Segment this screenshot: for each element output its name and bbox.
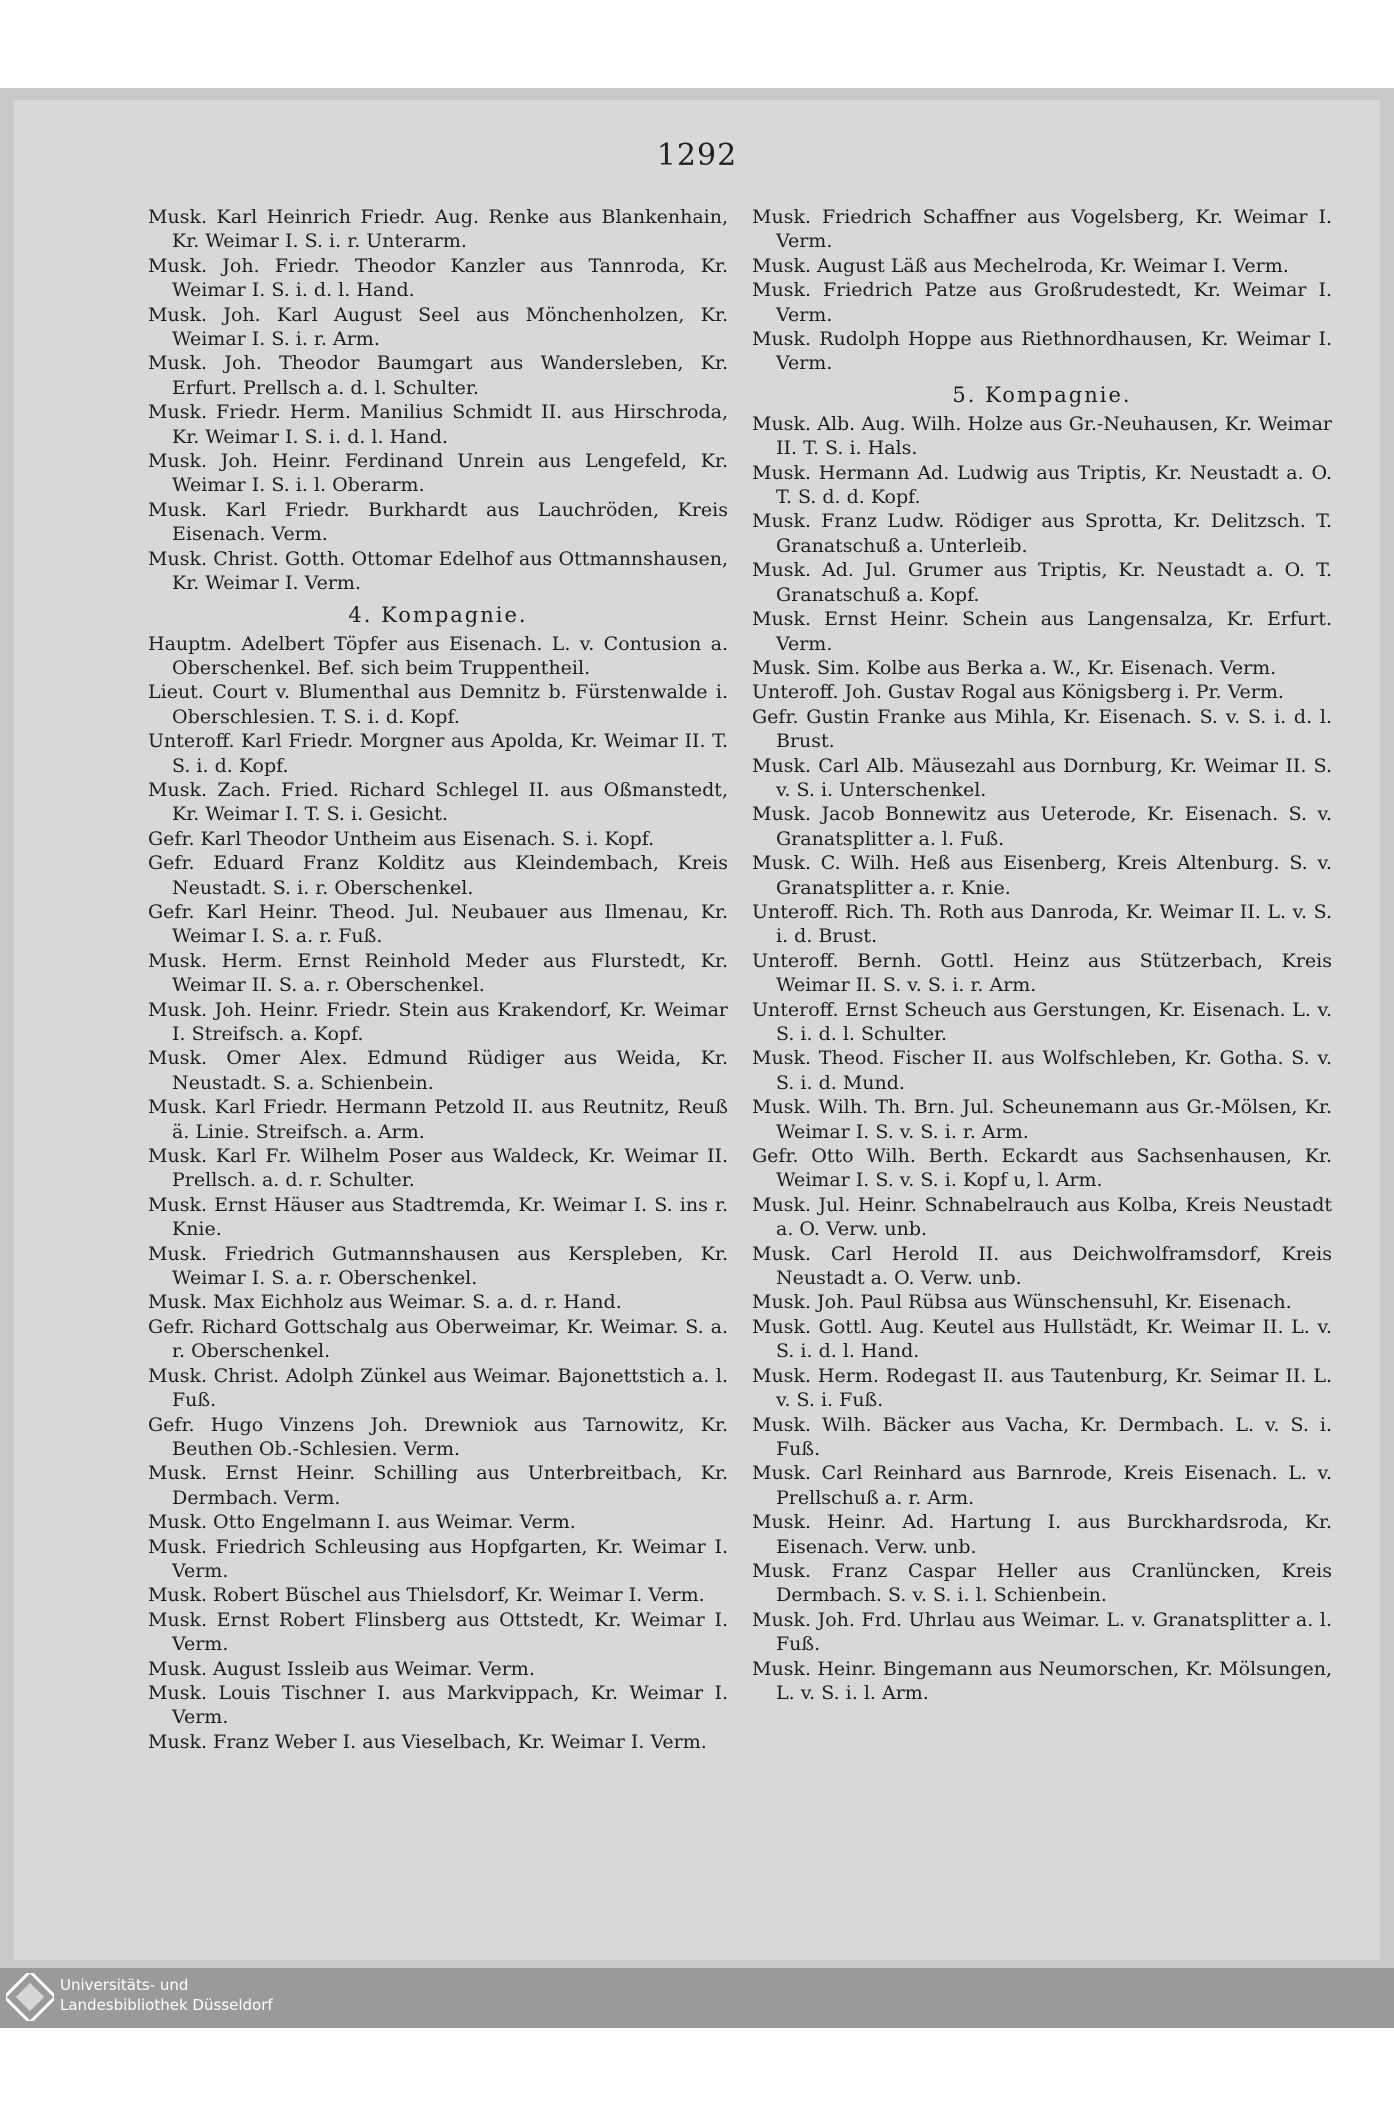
list-item: Musk. Herm. Ernst Reinhold Meder aus Flurstedt, Kr. Weimar II. S. a. r. Oberschenkel. xyxy=(148,949,728,997)
list-item: Musk. Otto Engelmann I. aus Weimar. Verm. xyxy=(148,1511,576,1534)
list-item: Musk. August Läß aus Mechelroda, Kr. Weimar I. Verm. xyxy=(752,254,1289,277)
list-item: Musk. Christ. Gotth. Ottomar Edelhof aus Ottmannshausen, Kr. Weimar I. Verm. xyxy=(148,547,728,595)
list-item: Musk. Wilh. Bäcker aus Vacha, Kr. Dermbach. L. v. S. i. Fuß. xyxy=(752,1413,1332,1460)
list-item: Gefr. Karl Theodor Untheim aus Eisenach. S. i. Kopf. xyxy=(148,827,655,850)
list-item: Musk. Joh. Frd. Uhrlau aus Weimar. L. v. Granatsplitter a. l. Fuß. xyxy=(752,1608,1332,1656)
list-item: Hauptm. Adelbert Töpfer aus Eisenach. L. v. Contusion a. Oberschenkel. Bef. sich beim Truppentheil. xyxy=(148,632,728,679)
list-item: Musk. Karl Fr. Wilhelm Poser aus Waldeck, Kr. Weimar II. Prellsch. a. d. r. Schulter. xyxy=(148,1145,728,1192)
left-column xyxy=(148,205,728,1754)
list-item: Musk. Friedrich Schaffner aus Vogelsberg, Kr. Weimar I. Verm. xyxy=(752,206,1332,253)
list-item: Musk. Herm. Rodegast II. aus Tautenburg, Kr. Seimar II. L. v. S. i. Fuß. xyxy=(752,1364,1332,1412)
library-name-line1: Universitäts- und xyxy=(60,1976,189,1994)
list-item: Musk. Max Eichholz aus Weimar. S. a. d. r. Hand. xyxy=(148,1291,622,1314)
library-name-line2: Landesbibliothek Düsseldorf xyxy=(60,1996,273,2014)
list-item: Musk. Joh. Karl August Seel aus Mönchenholzen, Kr. Weimar I. S. i. r. Arm. xyxy=(148,303,728,351)
list-item: Musk. Friedrich Gutmannshausen aus Kerspleben, Kr. Weimar I. S. a. r. Oberschenkel. xyxy=(148,1242,728,1290)
list-item: Musk. Heinr. Ad. Hartung I. aus Burckhardsroda, Kr. Eisenach. Verw. unb. xyxy=(752,1511,1332,1558)
list-item: Gefr. Richard Gottschalg aus Oberweimar, Kr. Weimar. S. a. r. Oberschenkel. xyxy=(148,1315,728,1363)
list-item: Musk. Jul. Heinr. Schnabelrauch aus Kolba, Kreis Neustadt a. O. Verw. unb. xyxy=(752,1193,1332,1241)
list-item: Musk. Carl Reinhard aus Barnrode, Kreis Eisenach. L. v. Prellschuß a. r. Arm. xyxy=(752,1462,1332,1509)
list-item: Musk. Ernst Robert Flinsberg aus Ottstedt, Kr. Weimar I. Verm. xyxy=(148,1608,728,1656)
list-item: Musk. Carl Herold II. aus Deichwolframsdorf, Kreis Neustadt a. O. Verw. unb. xyxy=(752,1242,1332,1290)
list-item: Musk. Alb. Aug. Wilh. Holze aus Gr.-Neuhausen, Kr. Weimar II. T. S. i. Hals. xyxy=(752,412,1332,460)
list-item: Musk. Louis Tischner I. aus Markvippach, Kr. Weimar I. Verm. xyxy=(148,1681,728,1729)
list-item: Musk. Carl Alb. Mäusezahl aus Dornburg, Kr. Weimar II. S. v. S. i. Unterschenkel. xyxy=(752,754,1332,801)
list-item: Musk. Hermann Ad. Ludwig aus Triptis, Kr. Neustadt a. O. T. S. d. d. Kopf. xyxy=(752,461,1332,509)
list-item: Musk. Franz Weber I. aus Vieselbach, Kr. Weimar I. Verm. xyxy=(148,1730,707,1753)
list-item: Gefr. Otto Wilh. Berth. Eckardt aus Sachsenhausen, Kr. Weimar I. S. v. S. i. Kopf u, l. Arm. xyxy=(752,1145,1332,1192)
list-item: Musk. Ernst Heinr. Schein aus Langensalza, Kr. Erfurt. Verm. xyxy=(752,608,1332,655)
list-item: Unteroff. Ernst Scheuch aus Gerstungen, Kr. Eisenach. L. v. S. i. d. l. Schulter. xyxy=(752,998,1332,1045)
list-item: Musk. Ernst Häuser aus Stadtremda, Kr. Weimar I. S. ins r. Knie. xyxy=(148,1193,728,1241)
list-item: Unteroff. Rich. Th. Roth aus Danroda, Kr. Weimar II. L. v. S. i. d. Brust. xyxy=(752,900,1332,948)
list-item: Gefr. Karl Heinr. Theod. Jul. Neubauer aus Ilmenau, Kr. Weimar I. S. a. r. Fuß. xyxy=(148,900,728,948)
list-item: Musk. Heinr. Bingemann aus Neumorschen, Kr. Mölsungen, L. v. S. i. l. Arm. xyxy=(752,1657,1332,1704)
list-item: Musk. Friedrich Schleusing aus Hopfgarten, Kr. Weimar I. Verm. xyxy=(148,1535,728,1582)
list-item: Musk. Joh. Heinr. Friedr. Stein aus Krakendorf, Kr. Weimar I. Streifsch. a. Kopf. xyxy=(148,998,728,1045)
right-column xyxy=(752,205,1332,1705)
list-item: Unteroff. Joh. Gustav Rogal aus Königsberg i. Pr. Verm. xyxy=(752,681,1284,704)
list-item: Musk. Joh. Heinr. Ferdinand Unrein aus Lengefeld, Kr. Weimar I. S. i. l. Oberarm. xyxy=(148,450,728,497)
list-item: Musk. Jacob Bonnewitz aus Ueterode, Kr. Eisenach. S. v. Granatsplitter a. l. Fuß. xyxy=(752,803,1332,850)
section-heading-4-kompagnie: 4. Kompagnie. xyxy=(348,602,528,627)
list-item: Musk. C. Wilh. Heß aus Eisenberg, Kreis Altenburg. S. v. Granatsplitter a. r. Knie. xyxy=(752,852,1332,899)
list-item: Musk. Wilh. Th. Brn. Jul. Scheunemann aus Gr.-Mölsen, Kr. Weimar I. S. v. S. i. r. Arm. xyxy=(752,1096,1332,1143)
list-item: Musk. Gottl. Aug. Keutel aus Hullstädt, Kr. Weimar II. L. v. S. i. d. l. Hand. xyxy=(752,1315,1332,1363)
list-item: Musk. August Issleib aus Weimar. Verm. xyxy=(148,1657,535,1680)
list-item: Musk. Zach. Fried. Richard Schlegel II. aus Oßmanstedt, Kr. Weimar I. T. S. i. Gesicht. xyxy=(148,778,728,826)
list-item: Lieut. Court v. Blumenthal aus Demnitz b. Fürstenwalde i. Oberschlesien. T. S. i. d. Kopf. xyxy=(148,681,728,728)
list-item: Musk. Franz Ludw. Rödiger aus Sprotta, Kr. Delitzsch. T. Granatschuß a. Unterleib. xyxy=(752,510,1332,557)
ulb-logo-icon xyxy=(6,1973,54,2021)
list-item: Musk. Omer Alex. Edmund Rüdiger aus Weida, Kr. Neustadt. S. a. Schienbein. xyxy=(148,1047,728,1094)
list-item: Gefr. Hugo Vinzens Joh. Drewniok aus Tarnowitz, Kr. Beuthen Ob.-Schlesien. Verm. xyxy=(148,1413,728,1460)
list-item: Musk. Karl Friedr. Hermann Petzold II. aus Reutnitz, Reuß ä. Linie. Streifsch. a. Arm. xyxy=(148,1096,728,1143)
list-item: Gefr. Eduard Franz Kolditz aus Kleindembach, Kreis Neustadt. S. i. r. Oberschenkel. xyxy=(148,852,728,899)
list-item: Unteroff. Karl Friedr. Morgner aus Apolda, Kr. Weimar II. T. S. i. d. Kopf. xyxy=(148,730,728,777)
list-item: Gefr. Gustin Franke aus Mihla, Kr. Eisenach. S. v. S. i. d. l. Brust. xyxy=(752,705,1332,753)
list-item: Musk. Karl Friedr. Burkhardt aus Lauchröden, Kreis Eisenach. Verm. xyxy=(148,498,728,546)
list-item: Musk. Christ. Adolph Zünkel aus Weimar. Bajonettstich a. l. Fuß. xyxy=(148,1364,728,1412)
list-item: Musk. Friedrich Patze aus Großrudestedt, Kr. Weimar I. Verm. xyxy=(752,279,1332,326)
list-item: Musk. Karl Heinrich Friedr. Aug. Renke aus Blankenhain, Kr. Weimar I. S. i. r. Unterarm. xyxy=(148,206,728,253)
library-credit xyxy=(60,1975,273,2015)
list-item: Musk. Sim. Kolbe aus Berka a. W., Kr. Eisenach. Verm. xyxy=(752,656,1277,679)
list-item: Musk. Ad. Jul. Grumer aus Triptis, Kr. Neustadt a. O. T. Granatschuß a. Kopf. xyxy=(752,559,1332,606)
page-number: 1292 xyxy=(656,138,738,173)
list-item: Musk. Joh. Theodor Baumgart aus Wandersleben, Kr. Erfurt. Prellsch a. d. l. Schulter. xyxy=(148,352,728,399)
list-item: Musk. Franz Caspar Heller aus Cranlüncken, Kreis Dermbach. S. v. S. i. l. Schienbein. xyxy=(752,1559,1332,1607)
list-item: Musk. Theod. Fischer II. aus Wolfschleben, Kr. Gotha. S. v. S. i. d. Mund. xyxy=(752,1047,1332,1094)
list-item: Musk. Joh. Paul Rübsa aus Wünschensuhl, Kr. Eisenach. xyxy=(752,1291,1292,1314)
list-item: Unteroff. Bernh. Gottl. Heinz aus Stützerbach, Kreis Weimar II. S. v. S. i. r. Arm. xyxy=(752,949,1332,997)
list-item: Musk. Friedr. Herm. Manilius Schmidt II. aus Hirschroda, Kr. Weimar I. S. i. d. l. Hand. xyxy=(148,401,728,448)
list-item: Musk. Rudolph Hoppe aus Riethnordhausen, Kr. Weimar I. Verm. xyxy=(752,328,1332,375)
section-heading-5-kompagnie: 5. Kompagnie. xyxy=(952,382,1132,407)
list-item: Musk. Robert Büschel aus Thielsdorf, Kr. Weimar I. Verm. xyxy=(148,1584,705,1607)
list-item: Musk. Ernst Heinr. Schilling aus Unterbreitbach, Kr. Dermbach. Verm. xyxy=(148,1462,728,1509)
list-item: Musk. Joh. Friedr. Theodor Kanzler aus Tannroda, Kr. Weimar I. S. i. d. l. Hand. xyxy=(148,254,728,302)
